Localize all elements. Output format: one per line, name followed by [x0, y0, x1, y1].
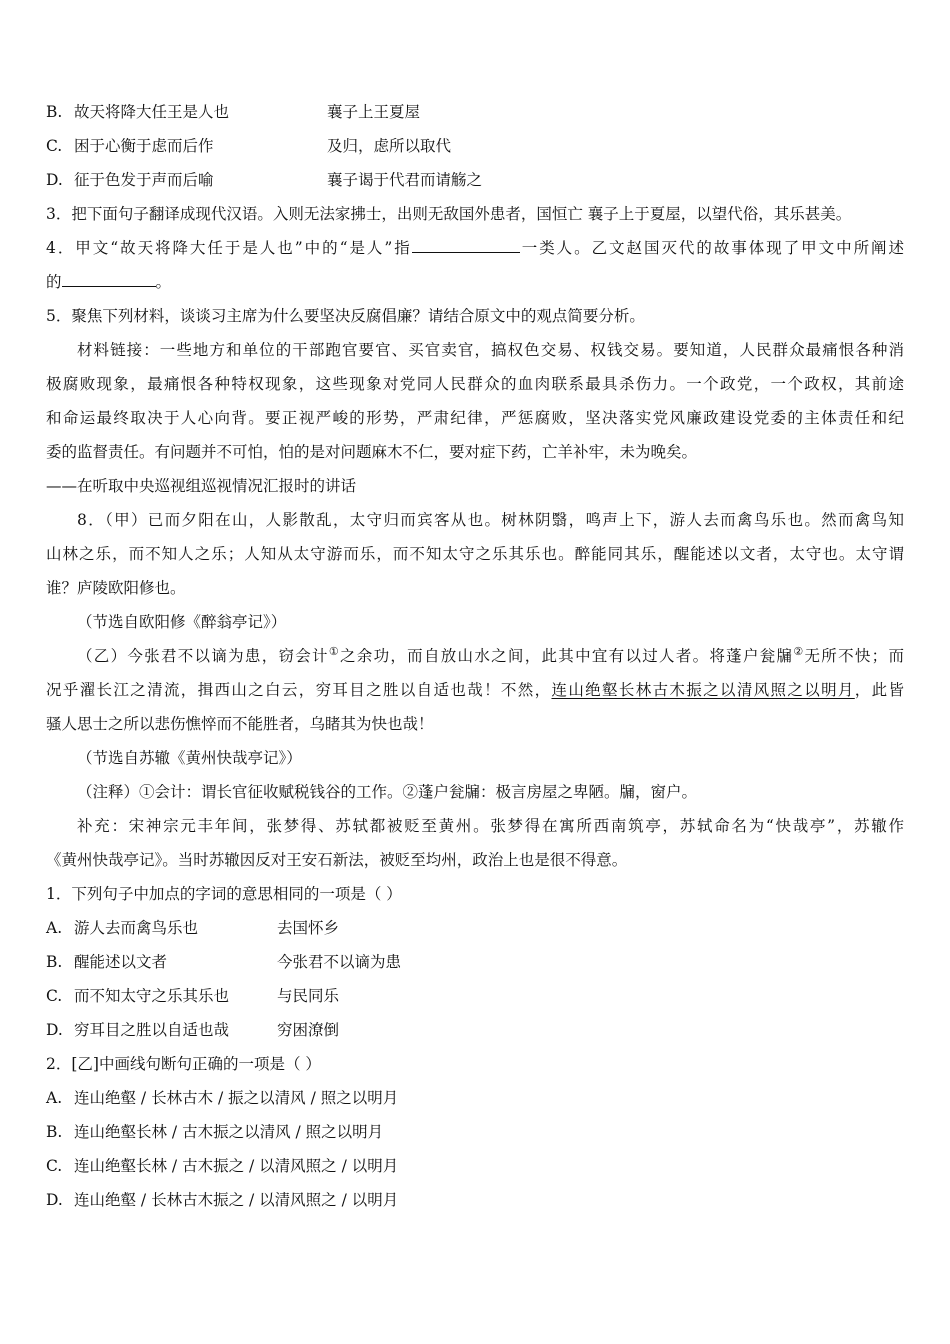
question-4-line-2 [46, 265, 904, 299]
passage-text: （乙）今张君不以谪为患，窃会计 [77, 647, 329, 665]
passage-yi-line [46, 639, 904, 673]
option-right-text: 襄子谒于代君而请觞之 [327, 171, 483, 189]
footnote-ref: ② [793, 644, 805, 658]
question-8-2-stem: 2．[乙]中画线句断句正确的一项是（ ） [46, 1055, 321, 1073]
question-4-text: 一类人。乙文赵国灭代的故事体现了甲文中所阐述 [519, 239, 904, 257]
option-left-text: 困于心衡于虑而后作 [74, 137, 214, 155]
passage-yi-line: 骚人思士之所以悲伤憔悴而不能胜者，乌睹其为快也哉！ [46, 715, 434, 733]
question-4-text: 4．甲文“故天将降大任于是人也”中的“是人”指 [46, 239, 412, 257]
option-text: 连山绝壑 / 长林古木振之 / 以清风照之 / 以明月 [74, 1191, 399, 1209]
passage-text: 况乎濯长江之清流，揖西山之白云，穷耳目之胜以自适也哉！不然， [46, 681, 552, 699]
answer-blank[interactable] [412, 232, 520, 253]
passage-text: ，此皆 [854, 681, 904, 699]
option-left-text: 穷耳目之胜以自适也哉 [74, 1021, 230, 1039]
option-left-text: 游人去而禽鸟乐也 [74, 919, 199, 937]
option-d [46, 163, 904, 197]
option-a[interactable] [46, 1081, 904, 1115]
passage-yi-source: （节选自苏辙《黄州快哉亭记》） [77, 749, 302, 767]
passage-jia-source: （节选自欧阳修《醉翁亭记》） [77, 613, 287, 631]
option-letter: B. [46, 1123, 63, 1141]
option-letter: C. [46, 987, 63, 1005]
option-letter: C. [46, 137, 63, 155]
material-line: 材料链接：一些地方和单位的干部跑官要官、买官卖官，搞权色交易、权钱交易。要知道，人民群众最痛恨各种消 [77, 341, 904, 359]
option-right-text: 去国怀乡 [277, 919, 340, 937]
question-4-line-1 [46, 231, 904, 265]
option-d[interactable] [46, 1013, 904, 1047]
annotation: （注释）①会计：谓长官征收赋税钱谷的工作。②蓬户瓮牖：极言房屋之卑陋。牖，窗户。 [77, 783, 698, 801]
option-left-text: 征于色发于声而后喻 [74, 171, 214, 189]
underlined-sentence: 连山绝壑长林古木振之以清风照之以明月 [551, 681, 855, 699]
option-right-text: 襄子上王夏屋 [327, 103, 421, 121]
option-b [46, 95, 904, 129]
option-text: 连山绝壑长林 / 古木振之以清风 / 照之以明月 [74, 1123, 384, 1141]
question-4-text: 。 [155, 273, 172, 291]
option-b[interactable] [46, 945, 904, 979]
supplement-line: 补充：宋神宗元丰年间，张梦得、苏轼都被贬至黄州。张梦得在寓所西南筑亭，苏轼命名为“快哉亭”，苏辙作 [77, 817, 904, 835]
option-letter: D. [46, 1021, 63, 1039]
answer-blank[interactable] [62, 266, 156, 287]
material-source: ——在听取中央巡视组巡视情况汇报时的讲话 [46, 477, 357, 495]
material-line: 委的监督责任。有问题并不可怕，怕的是对问题麻木不仁，要对症下药，亡羊补牢，未为晚矣。 [46, 443, 698, 461]
option-letter: A. [46, 1089, 63, 1107]
material-line: 极腐败现象，最痛恨各种特权现象，这些现象对党同人民群众的血肉联系最具杀伤力。一个政党，一个政权，其前途 [46, 375, 904, 393]
question-8-1-stem: 1．下列句子中加点的字词的意思相同的一项是（ ） [46, 885, 402, 903]
option-right-text: 及归，虑所以取代 [327, 137, 452, 155]
option-right-text: 今张君不以谪为患 [277, 953, 402, 971]
option-letter: A. [46, 919, 63, 937]
passage-text: 无所不快；而 [804, 647, 904, 665]
question-3: 3．把下面句子翻译成现代汉语。入则无法家拂士，出则无敌国外患者，国恒亡 襄子上于夏屋，以望代俗，其乐甚美。 [46, 205, 852, 223]
option-left-text: 醒能述以文者 [74, 953, 168, 971]
footnote-ref: ① [328, 644, 341, 658]
passage-yi-line [46, 673, 904, 707]
option-b[interactable] [46, 1115, 904, 1149]
question-5: 5．聚焦下列材料，谈谈习主席为什么要坚决反腐倡廉？请结合原文中的观点简要分析。 [46, 307, 645, 325]
option-text: 连山绝壑 / 长林古木 / 振之以清风 / 照之以明月 [74, 1089, 399, 1107]
option-letter: B. [46, 103, 63, 121]
supplement-line: 《黄州快哉亭记》。当时苏辙因反对王安石新法，被贬至均州，政治上也是很不得意。 [46, 851, 628, 869]
option-c[interactable] [46, 1149, 904, 1183]
option-a[interactable] [46, 911, 904, 945]
passage-text: 之余功，而自放山水之间，此其中宜有以过人者。将蓬户瓮牖 [340, 647, 794, 665]
question-4-text: 的 [46, 273, 62, 291]
option-c [46, 129, 904, 163]
option-right-text: 穷困潦倒 [277, 1021, 340, 1039]
option-c[interactable] [46, 979, 904, 1013]
option-left-text: 故天将降大任王是人也 [74, 103, 230, 121]
passage-jia-line: 8．（甲）已而夕阳在山，人影散乱，太守归而宾客从也。树林阴翳，鸣声上下，游人去而禽鸟乐也。然而禽鸟知 [77, 511, 904, 529]
option-letter: B. [46, 953, 63, 971]
option-letter: D. [46, 171, 63, 189]
option-text: 连山绝壑长林 / 古木振之 / 以清风照之 / 以明月 [74, 1157, 399, 1175]
passage-jia-line: 谁？庐陵欧阳修也。 [46, 579, 186, 597]
option-left-text: 而不知太守之乐其乐也 [74, 987, 230, 1005]
option-letter: C. [46, 1157, 63, 1175]
option-right-text: 与民同乐 [277, 987, 340, 1005]
material-line: 和命运最终取决于人心向背。要正视严峻的形势，严肃纪律，严惩腐败，坚决落实党风廉政建设党委的主体责任和纪 [46, 409, 904, 427]
option-letter: D. [46, 1191, 63, 1209]
passage-jia-line: 山林之乐，而不知人之乐；人知从太守游而乐，而不知太守之乐其乐也。醉能同其乐，醒能述以文者，太守也。太守谓 [46, 545, 904, 563]
option-d[interactable] [46, 1183, 904, 1217]
